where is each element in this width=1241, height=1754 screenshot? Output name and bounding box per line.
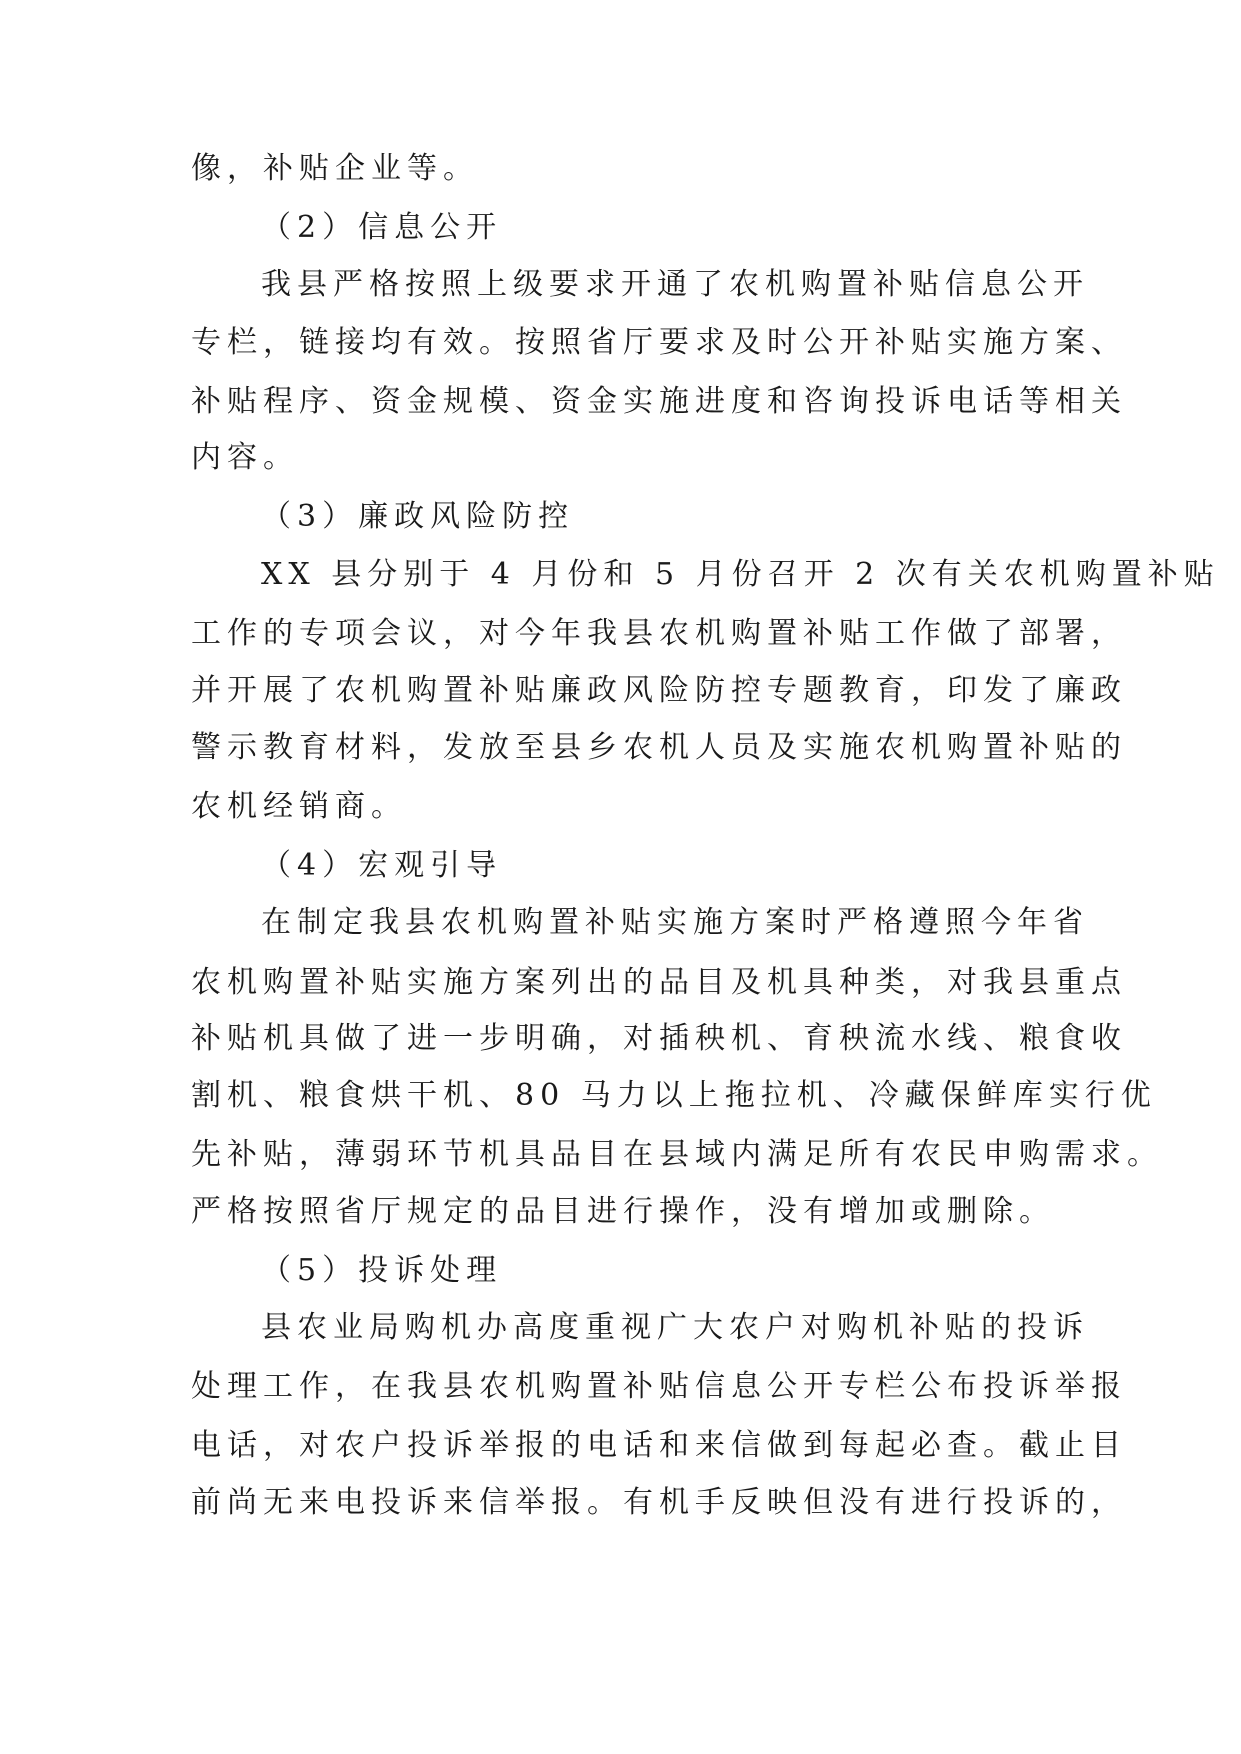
text-line: 我县严格按照上级要求开通了农机购置补贴信息公开 — [261, 267, 1089, 302]
text-line: XX 县分别于 4 月份和 5 月份召开 2 次有关农机购置补贴 — [261, 557, 1220, 592]
text-line: 前尚无来电投诉来信举报。有机手反映但没有进行投诉的， — [191, 1485, 1127, 1520]
section-heading: （4）宏观引导 — [261, 848, 503, 883]
text-line: 并开展了农机购置补贴廉政风险防控专题教育，印发了廉政 — [191, 673, 1127, 708]
text-line: 县农业局购机办高度重视广大农户对购机补贴的投诉 — [261, 1310, 1089, 1345]
text-line: 严格按照省厅规定的品目进行操作，没有增加或删除。 — [191, 1194, 1055, 1229]
text-line: 农机购置补贴实施方案列出的品目及机具种类，对我县重点 — [191, 965, 1127, 1000]
text-line: 像，补贴企业等。 — [191, 151, 479, 186]
text-line: 电话，对农户投诉举报的电话和来信做到每起必查。截止目 — [191, 1428, 1127, 1463]
text-line: 在制定我县农机购置补贴实施方案时严格遵照今年省 — [261, 905, 1089, 940]
text-line: 内容。 — [191, 440, 299, 475]
text-line: 警示教育材料，发放至县乡农机人员及实施农机购置补贴的 — [191, 730, 1127, 765]
text-line: 处理工作，在我县农机购置补贴信息公开专栏公布投诉举报 — [191, 1369, 1127, 1404]
text-line: 农机经销商。 — [191, 789, 407, 824]
section-heading: （5）投诉处理 — [261, 1253, 503, 1288]
text-line: 补贴程序、资金规模、资金实施进度和咨询投诉电话等相关 — [191, 384, 1127, 419]
text-line: 割机、粮食烘干机、80 马力以上拖拉机、冷藏保鲜库实行优 — [191, 1078, 1157, 1113]
text-line: 专栏，链接均有效。按照省厅要求及时公开补贴实施方案、 — [191, 325, 1127, 360]
text-line: 先补贴，薄弱环节机具品目在县域内满足所有农民申购需求。 — [191, 1137, 1163, 1172]
text-line: 工作的专项会议，对今年我县农机购置补贴工作做了部署， — [191, 616, 1127, 651]
section-heading: （2）信息公开 — [261, 210, 503, 245]
text-line: 补贴机具做了进一步明确，对插秧机、育秧流水线、粮食收 — [191, 1021, 1127, 1056]
section-heading: （3）廉政风险防控 — [261, 499, 575, 534]
